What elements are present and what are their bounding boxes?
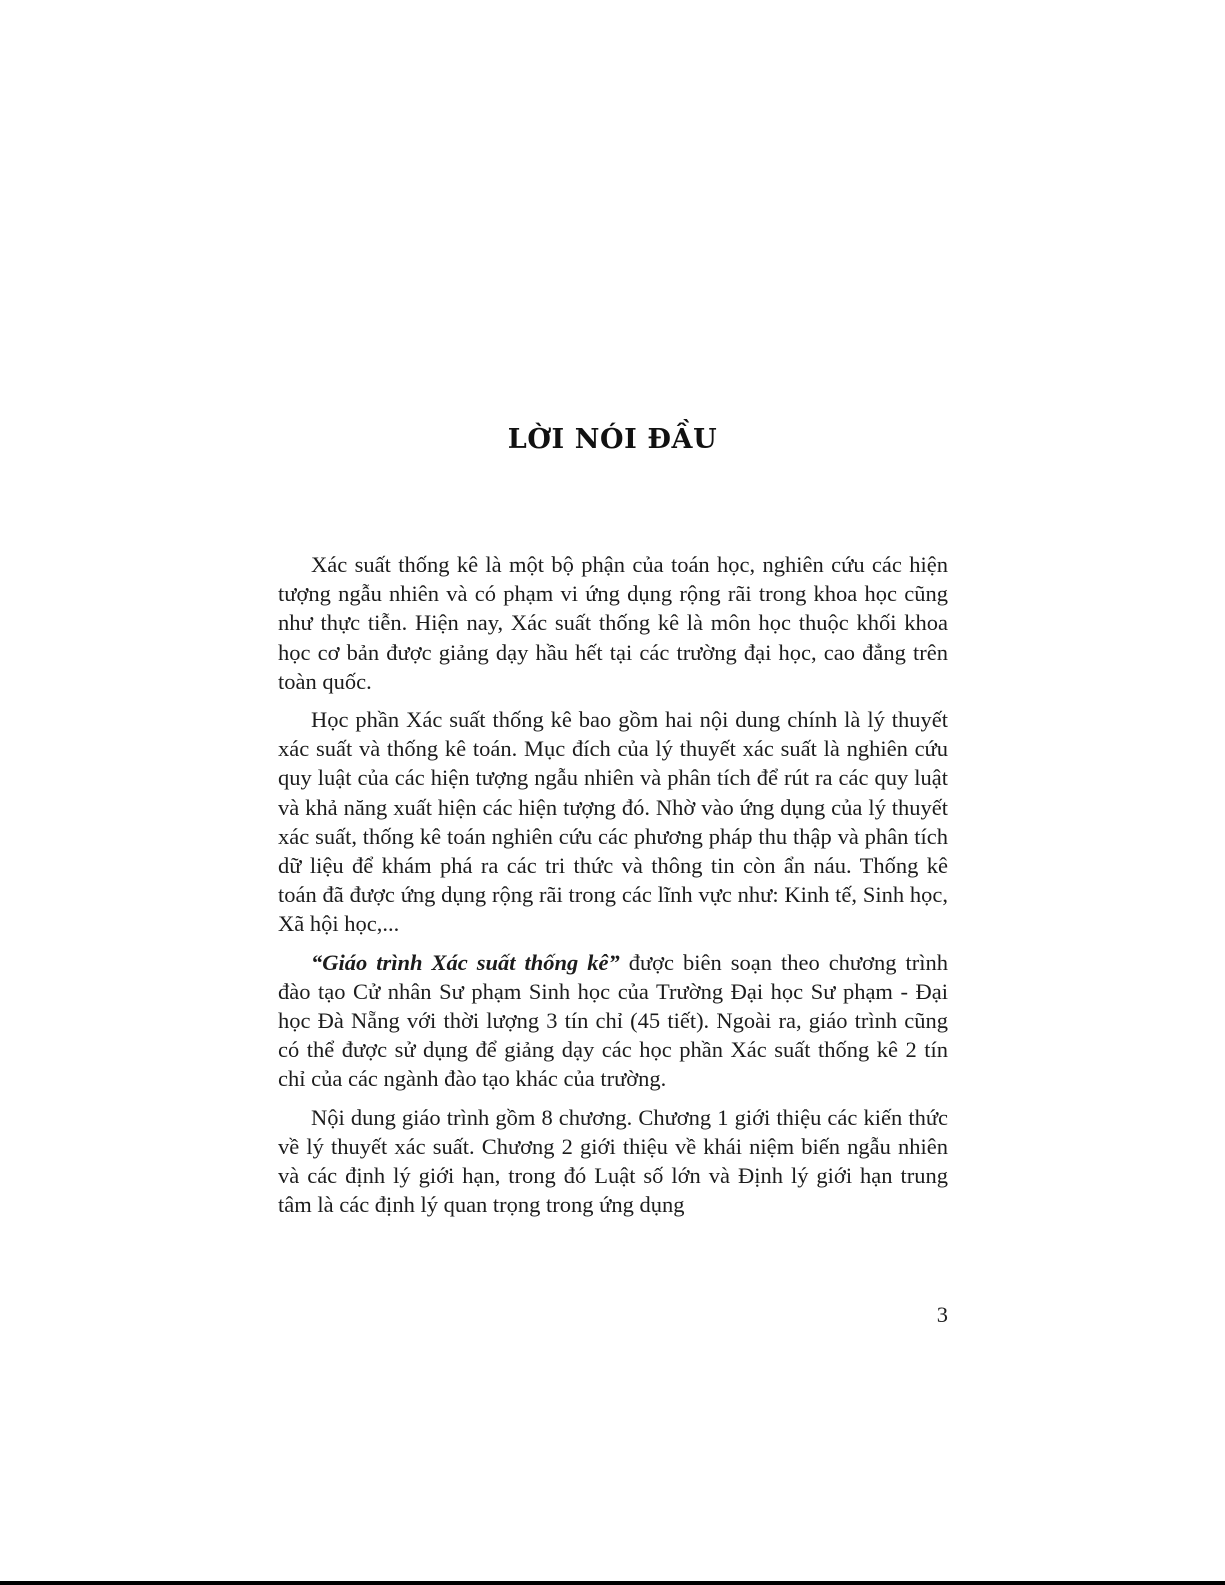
book-title: “Giáo trình Xác suất thống kê”	[311, 949, 620, 975]
paragraph-3	[278, 948, 948, 1094]
paragraph-1: Xác suất thống kê là một bộ phận của toán học, nghiên cứu các hiện tượng ngẫu nhiên và có phạm vi ứng dụng rộng rãi trong khoa học cũng như thực tiễn. Hiện nay, Xác suất thống kê là môn học thuộc khối khoa học cơ bản được giảng dạy hầu hết tại các trường đại học, cao đẳng trên toàn quốc.	[278, 552, 948, 694]
body-text	[278, 550, 948, 1219]
page-number: 3	[936, 1302, 948, 1327]
paragraph-3-text: được biên soạn theo chương trình đào tạo Cử nhân Sư phạm Sinh học của Trường Đại học Sư phạm - Đại học Đà Nẵng với thời lượng 3 tín chỉ (45 tiết). Ngoài ra, giáo trình cũng có thể được sử dụng để giảng dạy các học phần Xác suất thống kê 2 tín chỉ của các ngành đào tạo khác của trường.	[278, 949, 948, 1092]
paragraph-2: Học phần Xác suất thống kê bao gồm hai nội dung chính là lý thuyết xác suất và thống kê toán. Mục đích của lý thuyết xác suất là nghiên cứu quy luật của các hiện tượng ngẫu nhiên và phân tích để rút ra các quy luật và khả năng xuất hiện các hiện tượng đó. Nhờ vào ứng dụng của lý thuyết xác suất, thống kê toán nghiên cứu các phương pháp thu thập và phân tích dữ liệu để khám phá ra các tri thức và thông tin còn ẩn náu. Thống kê toán đã được ứng dụng rộng rãi trong các lĩnh vực như: Kinh tế, Sinh học, Xã hội học,...	[278, 707, 948, 937]
page-title: LỜI NÓI ĐẦU	[507, 424, 718, 455]
bottom-rule	[0, 1581, 1225, 1585]
paragraph-4: Nội dung giáo trình gồm 8 chương. Chương 1 giới thiệu các kiến thức về lý thuyết xác suất. Chương 2 giới thiệu về khái niệm biến ngẫu nhiên và các định lý giới hạn, trong đó Luật số lớn và Định lý giới hạn trung tâm là các định lý quan trọng trong ứng dụng	[278, 1104, 948, 1218]
